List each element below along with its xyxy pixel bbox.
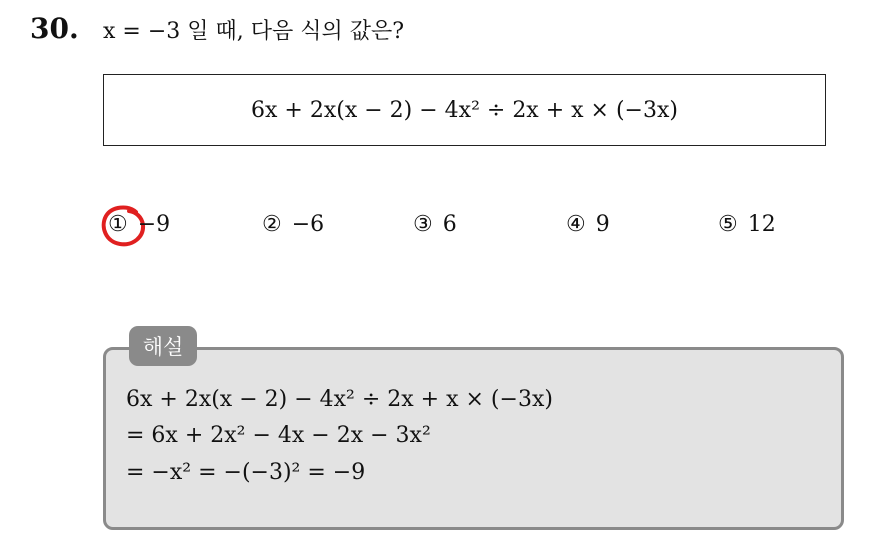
choice-3[interactable] xyxy=(413,212,457,237)
choice-number: ④ xyxy=(566,212,586,237)
question-text: x = −3 일 때, 다음 식의 값은? xyxy=(103,19,405,44)
choice-5[interactable] xyxy=(718,212,776,237)
choice-number: ② xyxy=(262,212,282,237)
choice-4[interactable] xyxy=(566,212,610,237)
choice-value: −6 xyxy=(291,212,325,237)
solution-line-1: 6x + 2x(x − 2) − 4x² ÷ 2x + x × (−3x) xyxy=(126,387,553,412)
choice-value: 9 xyxy=(595,212,610,237)
choice-number: ① xyxy=(108,212,128,237)
choice-number: ⑤ xyxy=(718,212,738,237)
choice-value: 6 xyxy=(442,212,457,237)
choice-2[interactable] xyxy=(262,212,324,237)
expression-box xyxy=(103,74,826,146)
choice-value: 12 xyxy=(747,212,776,237)
choice-1[interactable] xyxy=(108,212,170,237)
solution-line-2: = 6x + 2x² − 4x − 2x − 3x² xyxy=(126,423,431,448)
question-number: 30. xyxy=(30,12,79,45)
solution-line-3: = −x² = −(−3)² = −9 xyxy=(126,460,366,485)
choice-number: ③ xyxy=(413,212,433,237)
choice-value: −9 xyxy=(137,212,171,237)
solution-label: 해설 xyxy=(129,326,197,366)
expression: 6x + 2x(x − 2) − 4x² ÷ 2x + x × (−3x) xyxy=(251,97,678,123)
